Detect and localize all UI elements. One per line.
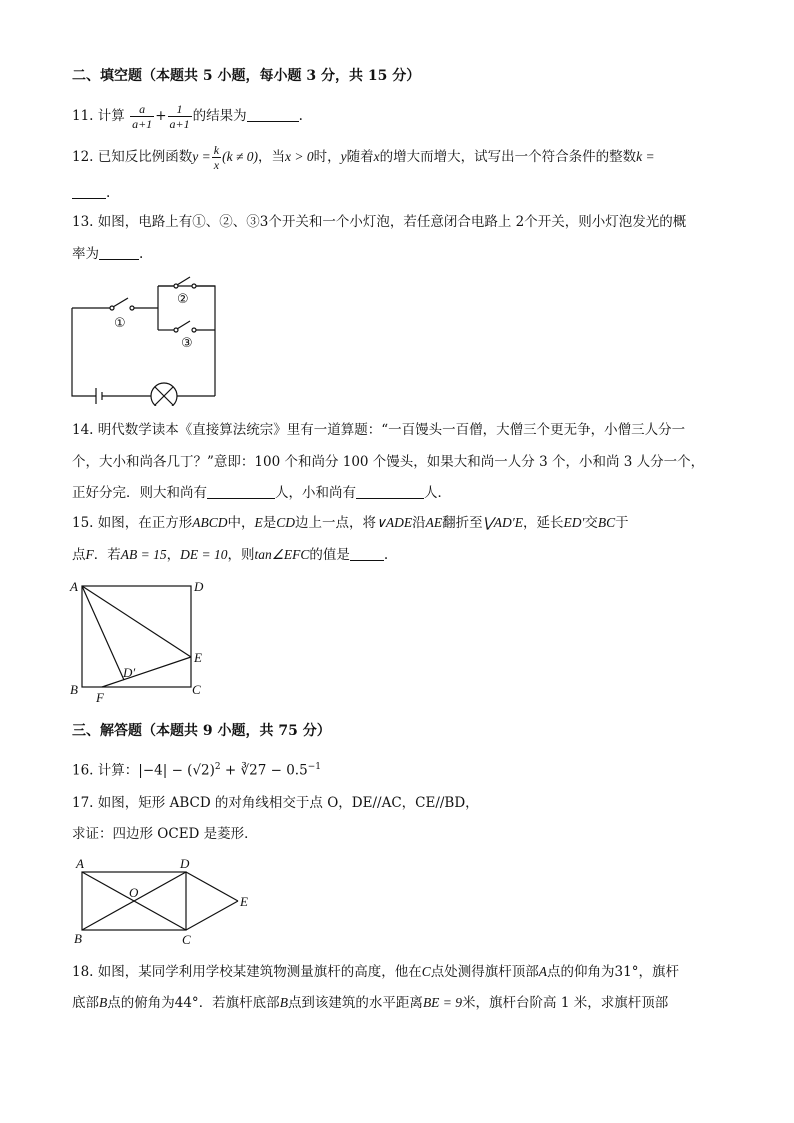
circuit-diagram	[66, 272, 226, 406]
q12-number: 12.	[72, 149, 94, 165]
q13-answer-blank[interactable]	[99, 245, 139, 260]
q12-text-c: 时，	[313, 149, 341, 165]
q12-answer-blank[interactable]	[72, 184, 106, 199]
q12-var-x: x	[373, 149, 380, 164]
q16-exponent-2: −1	[307, 762, 321, 772]
q16-exponent-1: 2	[214, 762, 221, 772]
q12-text-d: 随着	[346, 149, 374, 165]
q17-number: 17.	[72, 795, 94, 811]
q11-number: 11.	[72, 108, 94, 124]
q15-text: 沿	[412, 515, 426, 531]
q15-answer-blank[interactable]	[350, 546, 384, 561]
q11-prefix: 计算	[97, 108, 125, 124]
q11-frac1-numerator: a	[130, 102, 154, 117]
q15-text: 是	[262, 515, 277, 531]
q16-number: 16.	[72, 762, 94, 779]
q15-text: ．若	[93, 547, 121, 563]
q18-point-b: B	[279, 995, 288, 1010]
q12-var-y: y	[340, 149, 347, 164]
q15-abcd: ABCD	[192, 515, 228, 530]
q15-text: 如图，在正方形	[97, 515, 193, 531]
question-14-line-2	[72, 452, 704, 472]
q18-text: 米，旗杆台阶高 1 米，求旗杆顶部	[462, 995, 669, 1011]
q17-line-2: 求证：四边形 OCED 是菱形．	[72, 826, 258, 842]
switch-3-label: ③	[181, 336, 193, 351]
q15-cd: CD	[276, 515, 296, 530]
q18-angle-1: 31°	[614, 964, 639, 980]
vertex-a-label: A	[70, 579, 78, 594]
vertex-b-label: B	[70, 682, 78, 697]
q15-de-equation: DE = 10	[180, 547, 228, 562]
question-14	[72, 420, 685, 440]
q15-ed: ED′	[563, 515, 585, 530]
q13-line-1: 如图，电路上有①、②、③3个开关和一个小灯泡，若任意闭合电路上 2个开关，则小灯泡发光的概	[97, 214, 687, 230]
q18-text: 底部	[72, 995, 99, 1011]
q11-fraction-1	[130, 102, 154, 131]
question-15	[72, 513, 629, 533]
q18-be-equation: BE = 9	[422, 995, 463, 1010]
q12-frac-numerator: k	[213, 143, 220, 157]
q18-number: 18.	[72, 964, 94, 980]
question-17	[72, 793, 479, 813]
q16-expression-1: |−4| − (√2)	[138, 762, 215, 779]
q15-text: 点	[72, 547, 86, 563]
q16-prefix: 计算：	[97, 762, 139, 779]
question-12	[72, 143, 655, 172]
rect-vertex-b-label: B	[74, 931, 82, 946]
q11-fraction-2	[168, 102, 192, 131]
q15-tan-expression: tan∠EFC	[254, 547, 310, 562]
q14-line-3-a: 正好分完．则大和尚有	[72, 485, 207, 501]
q15-ab-equation: AB = 15	[120, 547, 167, 562]
q15-text: 交	[584, 515, 598, 531]
q11-frac2-denominator: a+1	[169, 117, 190, 131]
q15-text: 的值是	[309, 547, 350, 563]
q12-fraction	[212, 143, 221, 172]
vertex-d-label: D	[194, 579, 204, 594]
q16-expression-2: + ∛27 − 0.5	[220, 762, 308, 779]
square-fold-diagram	[66, 574, 216, 706]
q18-point-b: B	[99, 995, 108, 1010]
vertex-c-label: C	[192, 682, 201, 697]
q12-frac-denominator: x	[213, 158, 220, 172]
q12-text-b: ，当	[258, 149, 285, 165]
q18-point-a: A	[538, 964, 548, 979]
q11-plus: +	[155, 108, 167, 124]
q12-end: .	[106, 185, 111, 201]
q15-triangle-1: ∨ADE	[376, 515, 413, 530]
question-14-line-3	[72, 483, 451, 503]
question-11	[72, 102, 303, 131]
q18-text: 点的仰角为	[547, 964, 615, 980]
q15-end: .	[383, 547, 389, 563]
q18-text: 点的俯角为	[107, 995, 175, 1011]
q13-number: 13.	[72, 214, 94, 230]
question-16	[72, 757, 321, 781]
q11-suffix: 的结果为	[192, 108, 247, 124]
q12-var-k: k =	[636, 149, 655, 164]
question-13-line-2	[72, 244, 143, 264]
q15-text: ，	[166, 547, 181, 563]
rect-vertex-a-label: A	[76, 856, 84, 871]
q12-func-lhs: y =	[192, 149, 211, 164]
point-e-label: E	[240, 894, 248, 909]
q15-number: 15.	[72, 515, 94, 531]
q18-text: 点到该建筑的水平距离	[287, 995, 423, 1011]
question-18-line-2	[72, 993, 668, 1013]
q15-bc: BC	[597, 515, 616, 530]
point-f-label: F	[96, 690, 104, 705]
q15-text: 翻折至	[442, 515, 483, 531]
q14-number: 14.	[72, 422, 94, 438]
q18-text: 如图，某同学利用学校某建筑物测量旗杆的高度，他在	[97, 964, 422, 980]
q14-answer-blank-1[interactable]	[207, 484, 275, 499]
q11-answer-blank[interactable]	[247, 107, 299, 122]
q12-condition-2: x > 0	[285, 149, 314, 164]
q15-text: 于	[615, 515, 629, 531]
switch-2-label: ②	[177, 292, 189, 307]
q12-text-a: 已知反比例函数	[97, 149, 193, 165]
q15-text: 边上一点，将	[295, 515, 377, 531]
rect-center-o-label: O	[129, 885, 139, 900]
q15-ae: AE	[425, 515, 443, 530]
q15-text: ，则	[227, 547, 255, 563]
section-2-heading: 二、填空题（本题共 5 小题，每小题 3 分，共 15 分）	[72, 68, 421, 84]
q18-text: ，旗杆	[638, 964, 679, 980]
section-3-heading: 三、解答题（本题共 9 小题，共 75 分）	[72, 723, 331, 739]
q15-e: E	[254, 515, 263, 530]
q15-text: ，延长	[522, 515, 564, 531]
q15-f: F	[85, 547, 94, 562]
q18-point-c: C	[421, 964, 431, 979]
q14-line-2: 个，大小和尚各几丁？”意即：100 个和尚分 100 个馒头，如果大和尚一人分 3 个，小和尚 3 人分一个，	[72, 454, 705, 470]
point-d-prime-label: D′	[123, 665, 136, 680]
question-12-line-2	[72, 183, 110, 203]
q14-line-3-b: 人，小和尚有	[275, 485, 356, 501]
question-15-line-2	[72, 545, 388, 565]
q11-frac1-denominator: a+1	[132, 117, 153, 131]
rectangle-rhombus-diagram	[66, 852, 266, 952]
q17-line-1: 如图，矩形 ABCD 的对角线相交于点 O，DE//AC，CE//BD，	[97, 795, 479, 811]
q13-line-2-text: 率为	[72, 246, 99, 262]
switch-1-label: ①	[114, 316, 126, 331]
q18-text: 点处测得旗杆顶部	[430, 964, 539, 980]
q15-triangle-2: ⋁AD′E	[482, 515, 523, 530]
q11-frac2-numerator: 1	[168, 102, 192, 117]
question-18	[72, 962, 679, 982]
q12-text-e: 的增大而增大，试写出一个符合条件的整数	[379, 149, 637, 165]
q12-condition: (k ≠ 0)	[222, 149, 258, 164]
q15-text: 中，	[227, 515, 255, 531]
q13-end: .	[139, 246, 144, 262]
q11-end: .	[298, 108, 303, 124]
q14-answer-blank-2[interactable]	[356, 484, 424, 499]
point-e-label: E	[194, 650, 202, 665]
q18-text: ．若旗杆底部	[198, 995, 280, 1011]
question-13	[72, 212, 686, 232]
q14-line-1: 明代数学读本《直接算法统宗》里有一道算题：“一百馒头一百僧，大僧三个更无争，小僧三人分一	[97, 422, 686, 438]
q18-angle-2: 44°	[174, 995, 199, 1011]
q14-line-3-c: 人．	[424, 485, 451, 501]
rect-vertex-c-label: C	[182, 932, 191, 947]
question-17-line-2	[72, 824, 258, 844]
rect-vertex-d-label: D	[180, 856, 190, 871]
